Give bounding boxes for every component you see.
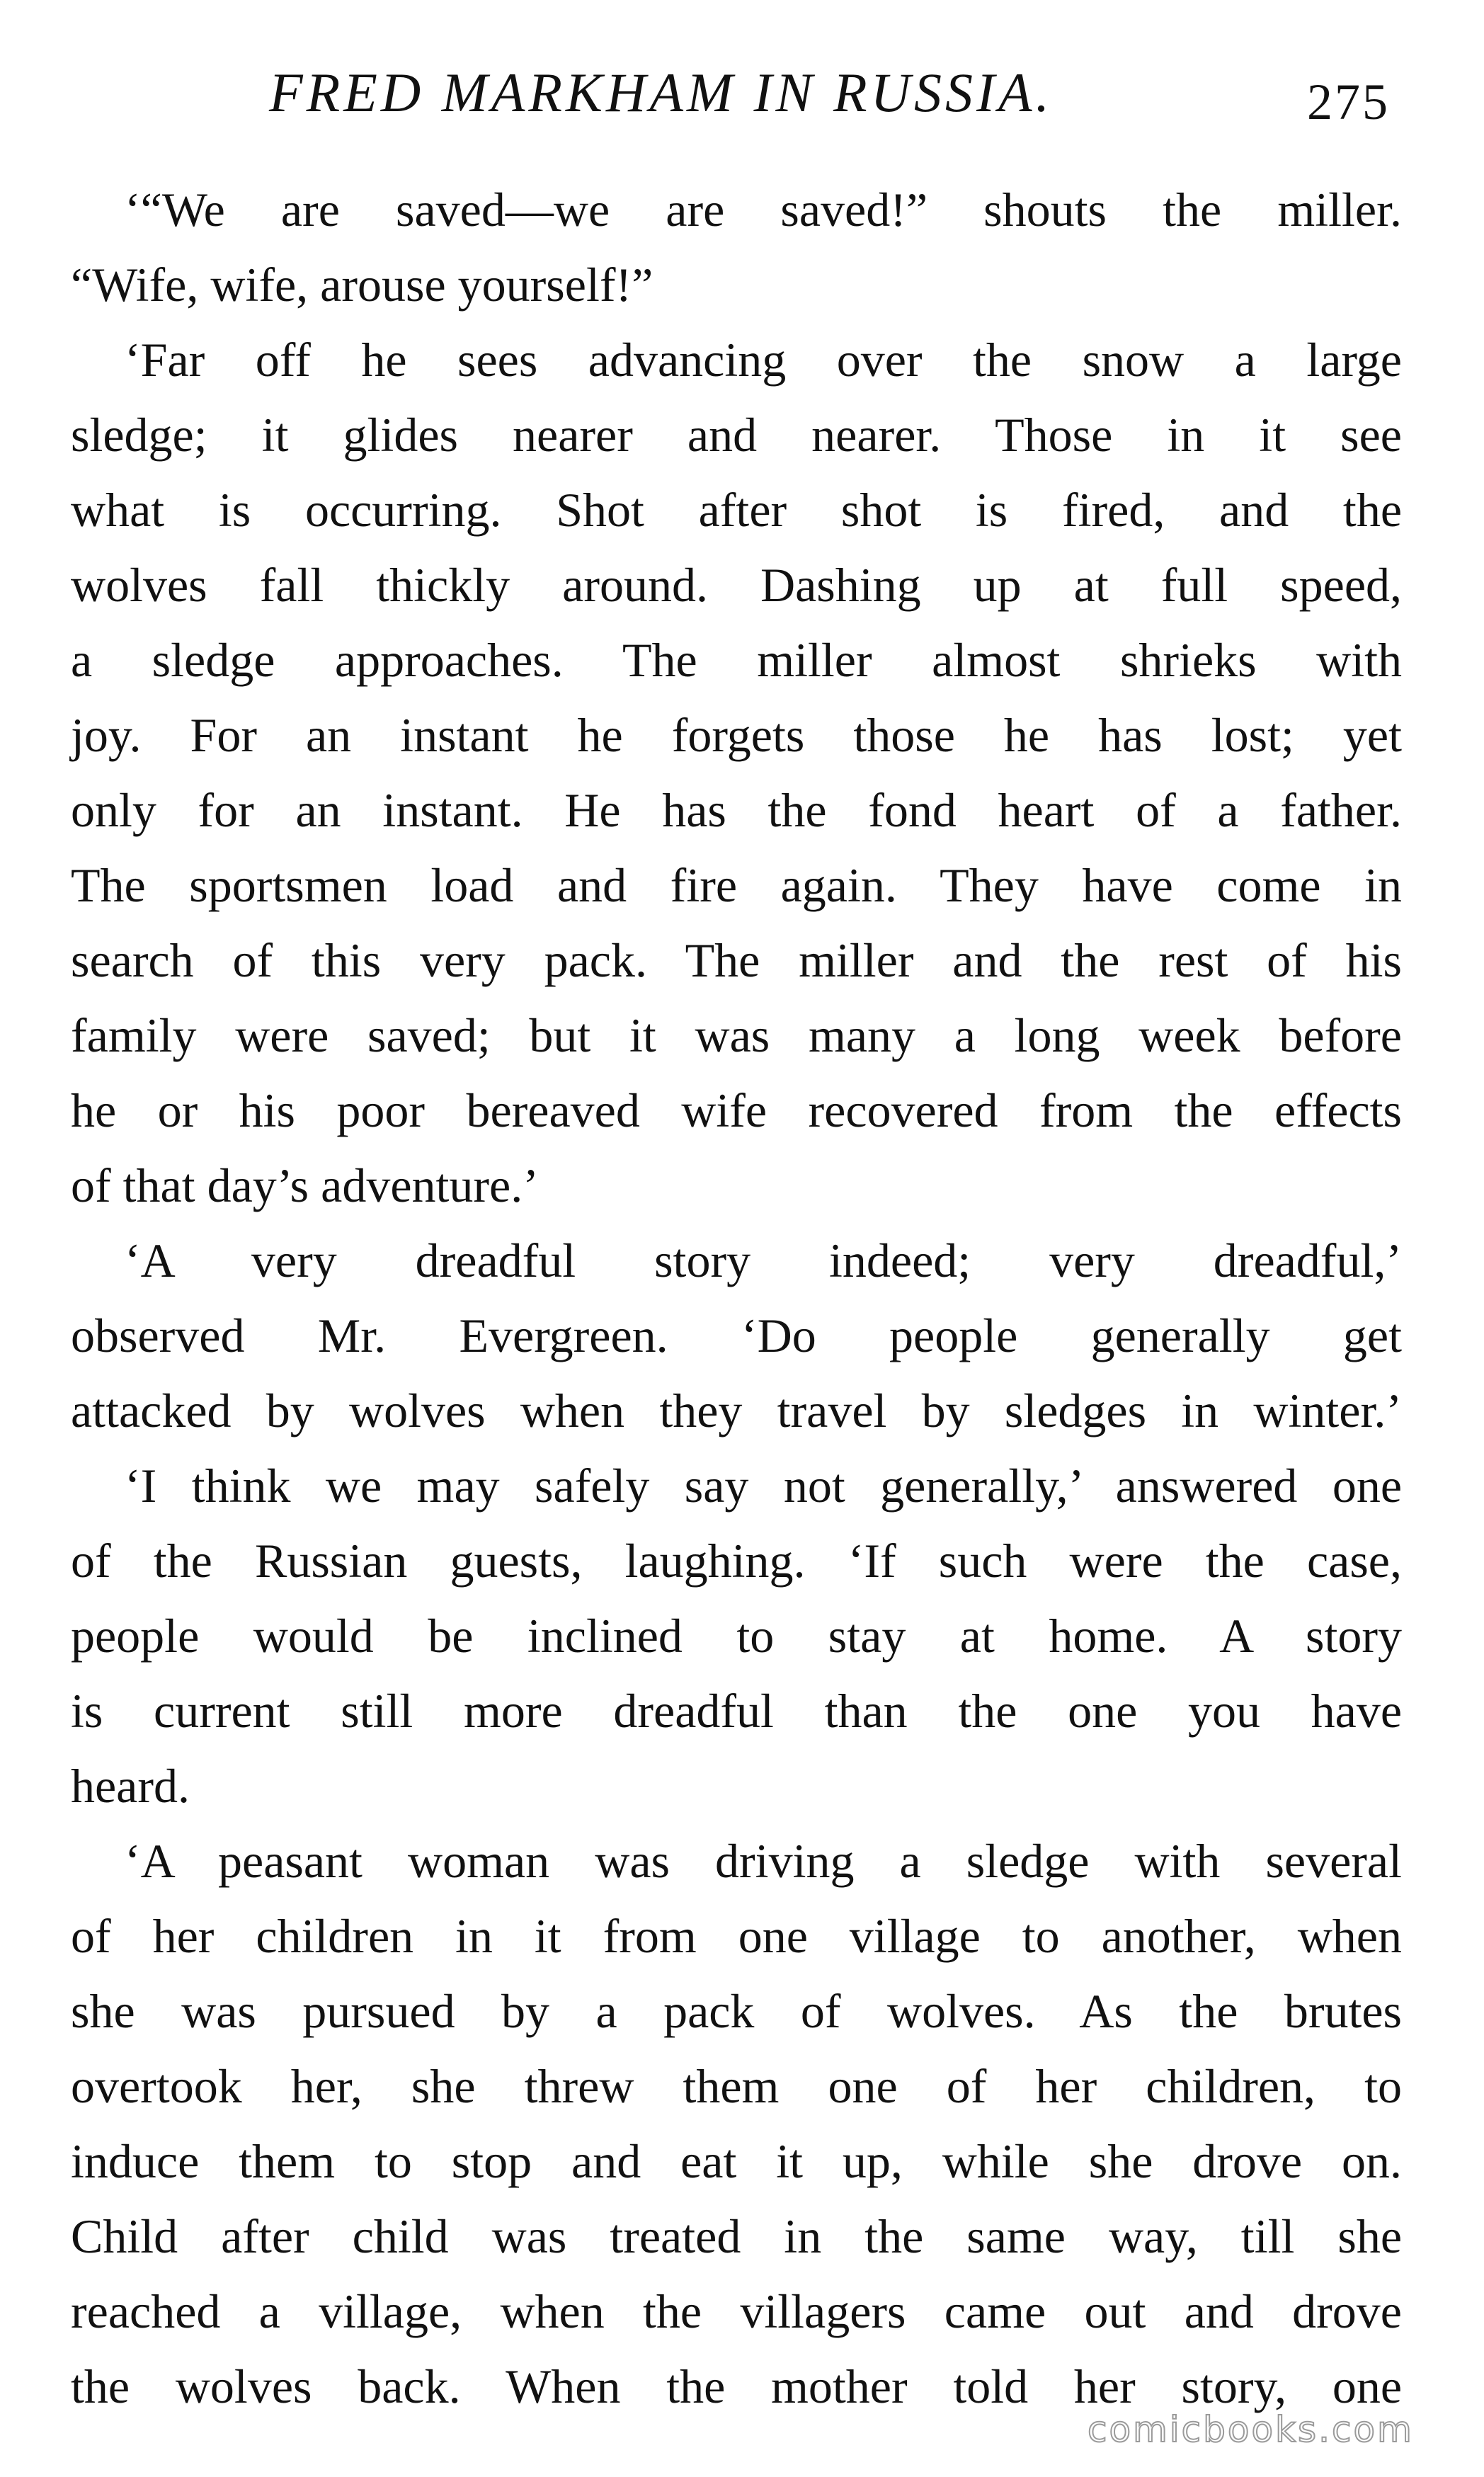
text-line: he or his poor bereaved wife recovered from the effects: [71, 1083, 1402, 1137]
watermark: comicbooks.com: [1088, 2409, 1414, 2450]
text-line: search of this very pack. The miller and the rest of his: [71, 933, 1402, 987]
text-line: only for an instant. He has the fond heart of a father.: [71, 783, 1402, 837]
text-line: overtook her, she threw them one of her children, to: [71, 2059, 1402, 2113]
text-line: attacked by wolves when they travel by sledges in winter.’: [71, 1384, 1402, 1437]
text-line: ‘A peasant woman was driving a sledge with several: [125, 1834, 1402, 1888]
text-line: family were saved; but it was many a long week before: [71, 1008, 1402, 1062]
text-line: what is occurring. Shot after shot is fired, and the: [71, 483, 1402, 537]
text-line: sledge; it glides nearer and nearer. Those in it see: [71, 408, 1402, 462]
page-number: 275: [1307, 74, 1390, 130]
text-line: the wolves back. When the mother told her story, one: [71, 2359, 1402, 2413]
text-line: a sledge approaches. The miller almost shrieks with: [71, 633, 1402, 687]
text-line: is current still more dreadful than the one you have: [71, 1684, 1402, 1738]
text-line: wolves fall thickly around. Dashing up at full speed,: [71, 558, 1402, 612]
text-line: joy. For an instant he forgets those he has lost; yet: [71, 708, 1402, 762]
text-line: ‘A very dreadful story indeed; very dreadful,’: [125, 1234, 1402, 1287]
text-line: she was pursued by a pack of wolves. As the brutes: [71, 1984, 1402, 2038]
text-line: of that day’s adventure.’: [71, 1158, 539, 1212]
text-line: The sportsmen load and fire again. They have come in: [71, 858, 1402, 912]
text-line: heard.: [71, 1759, 190, 1813]
text-line: observed Mr. Evergreen. ‘Do people generally get: [71, 1309, 1402, 1362]
text-line: of her children in it from one village to another, when: [71, 1909, 1402, 1963]
text-line: “Wife, wife, arouse yourself!”: [71, 258, 653, 312]
text-line: ‘Far off he sees advancing over the snow a large: [125, 333, 1402, 387]
text-line: Child after child was treated in the same way, till she: [71, 2209, 1402, 2263]
text-line: reached a village, when the villagers came out and drove: [71, 2284, 1402, 2338]
text-line: induce them to stop and eat it up, while she drove on.: [71, 2134, 1402, 2188]
text-line: ‘“We are saved—we are saved!” shouts the miller.: [125, 183, 1402, 237]
text-line: of the Russian guests, laughing. ‘If such were the case,: [71, 1534, 1402, 1588]
text-line: ‘I think we may safely say not generally,’ answered one: [125, 1459, 1402, 1513]
text-line: people would be inclined to stay at home. A story: [71, 1609, 1402, 1663]
running-head: FRED MARKHAM IN RUSSIA.: [269, 62, 1054, 123]
